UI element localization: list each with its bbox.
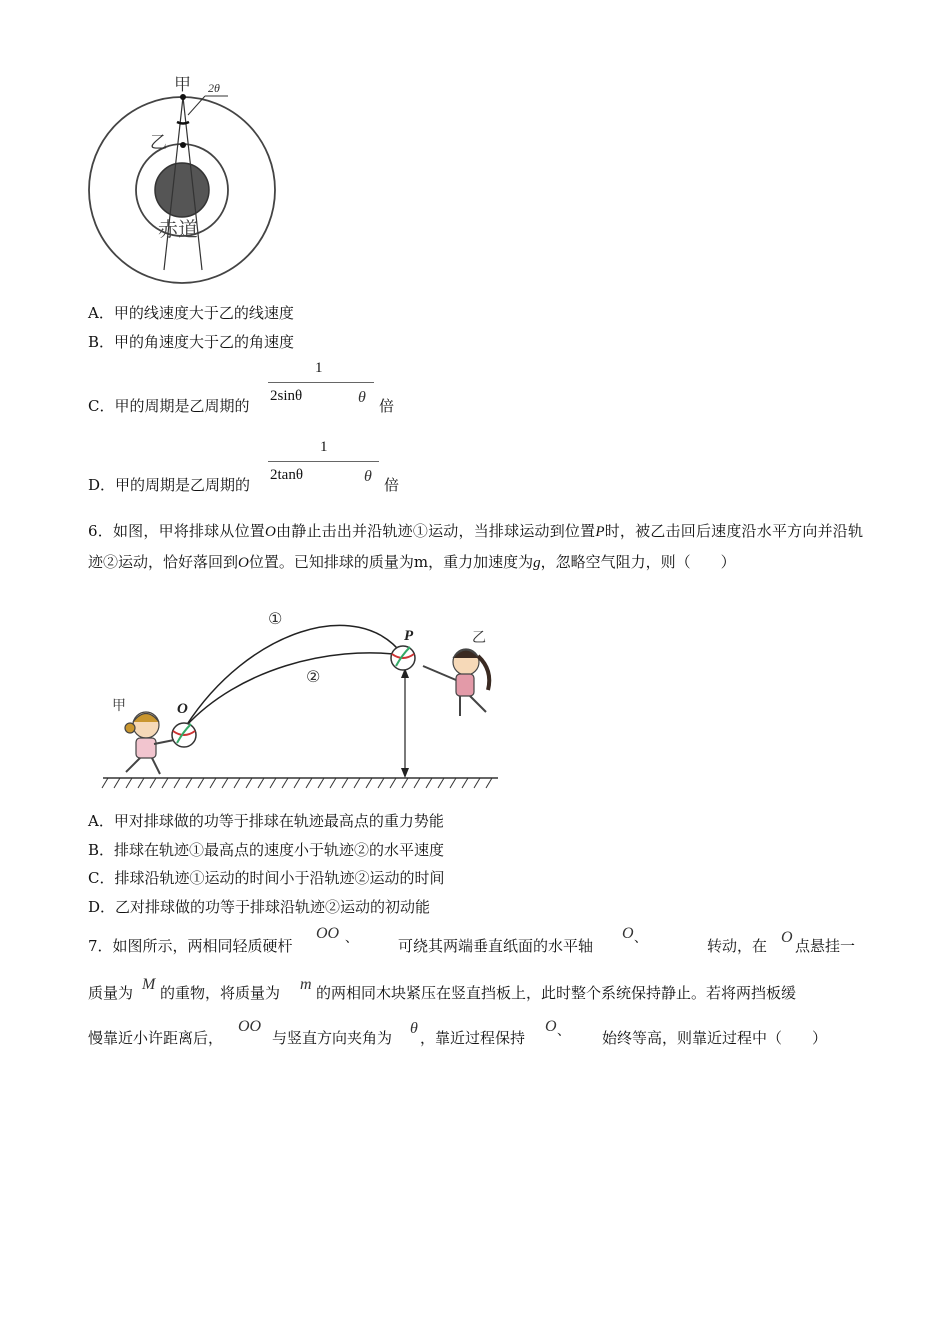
q6-stem-g: g [533, 555, 541, 571]
q7-line-1-O2: O [781, 929, 793, 946]
height-arrow-head-bottom [401, 768, 409, 778]
fig2-label-2: ② [306, 667, 321, 686]
q7-line-3-OO: OO [238, 1018, 262, 1035]
q7-line-3-sep: 、 [557, 1024, 571, 1039]
orbit-diagram [80, 70, 280, 300]
q7-line-1-part-a: 7．如图所示，两相同轻质硬杆 [88, 937, 293, 955]
fig2-label-O: O [177, 701, 188, 717]
q5-option-d-denominator: 2tanθ [270, 467, 304, 483]
q7-line-2-part-c: 的两相同木块紧压在竖直挡板上，此时整个系统保持静止。若将两挡板缓 [316, 984, 797, 1002]
q6-stem-O2: O [238, 555, 249, 571]
volleyball-diagram [98, 600, 518, 800]
q7-line-2-part-b: 的重物，将质量为 [160, 984, 281, 1002]
q5-option-d-fraction-bar [268, 461, 379, 462]
girl-yi [423, 649, 489, 716]
q7-line-1-sep-1: 、 [345, 931, 359, 946]
earth [155, 163, 209, 217]
q5-option-a: A．甲的线速度大于乙的线速度 [88, 304, 294, 322]
satellite-yi [180, 142, 186, 148]
q5-option-c-numerator: 1 [315, 360, 323, 376]
q7-line-1-part-e: 转动，在 [707, 937, 768, 955]
fig2-label-1: ① [268, 609, 283, 628]
q7-line-1-part-c: 可绕其两端垂直纸面的水平轴 [398, 937, 594, 955]
fig1-label-jia: 甲 [174, 75, 191, 95]
q6-stem: 6．如图，甲将排球从位置O由静止击出并沿轨迹①运动，当排球运动到位置P时，被乙击回后速度沿水平方向并沿轨迹②运动，恰好落回到O位置。已知排球的质量为m，重力加速度为g，忽略空气阻力，则（ ） [88, 522, 863, 571]
q7-line-1-O: O [622, 925, 634, 942]
trajectory-1 [186, 625, 403, 726]
fig2-label-yi: 乙 [472, 630, 486, 646]
q7-line-3-part-c: ，靠近过程保持 [420, 1029, 526, 1047]
trajectory-2 [186, 653, 403, 726]
q6-option-b: B．排球在轨迹①最高点的速度小于轨迹②的水平速度 [88, 841, 445, 859]
q5-option-c-fraction-bar [268, 382, 374, 383]
q6-option-c: C．排球沿轨迹①运动的时间小于沿轨迹②运动的时间 [88, 869, 445, 887]
fig2-label-jia: 甲 [112, 698, 126, 714]
q7-line-2-M: M [142, 976, 156, 993]
q7-line-3-part-b: 与竖直方向夹角为 [272, 1029, 393, 1047]
q7-line-2-m: m [300, 976, 312, 993]
q5-option-d-prefix: D．甲的周期是乙周期的 [88, 476, 251, 494]
q5-option-c-denominator: 2sinθ [270, 388, 303, 404]
q6-option-d: D．乙对排球做的功等于排球沿轨迹②运动的初动能 [88, 898, 431, 916]
q5-option-d-theta: θ [364, 468, 372, 485]
angle-arc [177, 122, 189, 124]
fig1-label-yi: 乙 [150, 133, 167, 153]
fig1-label-angle: 2θ [208, 81, 220, 95]
q5-option-b: B．甲的角速度大于乙的角速度 [88, 333, 295, 351]
q6-stem-O1: O [265, 524, 276, 540]
ground-hatching [102, 778, 492, 788]
q7-line-1-part-f: 点悬挂一 [795, 937, 856, 955]
q7-line-3-part-e: 始终等高，则靠近过程中（ ） [602, 1029, 828, 1047]
q6-stem-P: P [595, 524, 605, 540]
q5-option-d-numerator: 1 [320, 439, 328, 455]
q5-option-d-suffix: 倍 [384, 476, 400, 494]
q5-option-c-suffix: 倍 [379, 397, 395, 415]
q5-option-c-theta: θ [358, 389, 366, 406]
q7-line-1-sep-2: 、 [634, 931, 648, 946]
q7-line-3-part-a: 慢靠近小许距离后， [88, 1029, 224, 1047]
girl-jia [125, 712, 174, 774]
fig2-label-P: P [404, 628, 414, 644]
q7-line-3-theta: θ [410, 1020, 418, 1037]
q5-option-c-prefix: C．甲的周期是乙周期的 [88, 397, 250, 415]
q7-line-1-OO: OO [316, 925, 340, 942]
q7-line-2-part-a: 质量为 [88, 984, 134, 1002]
q6-option-a: A．甲对排球做的功等于排球在轨迹最高点的重力势能 [88, 812, 444, 830]
q7-line-3-O: O [545, 1018, 557, 1035]
fig1-label-equator: 赤道 [158, 217, 198, 241]
